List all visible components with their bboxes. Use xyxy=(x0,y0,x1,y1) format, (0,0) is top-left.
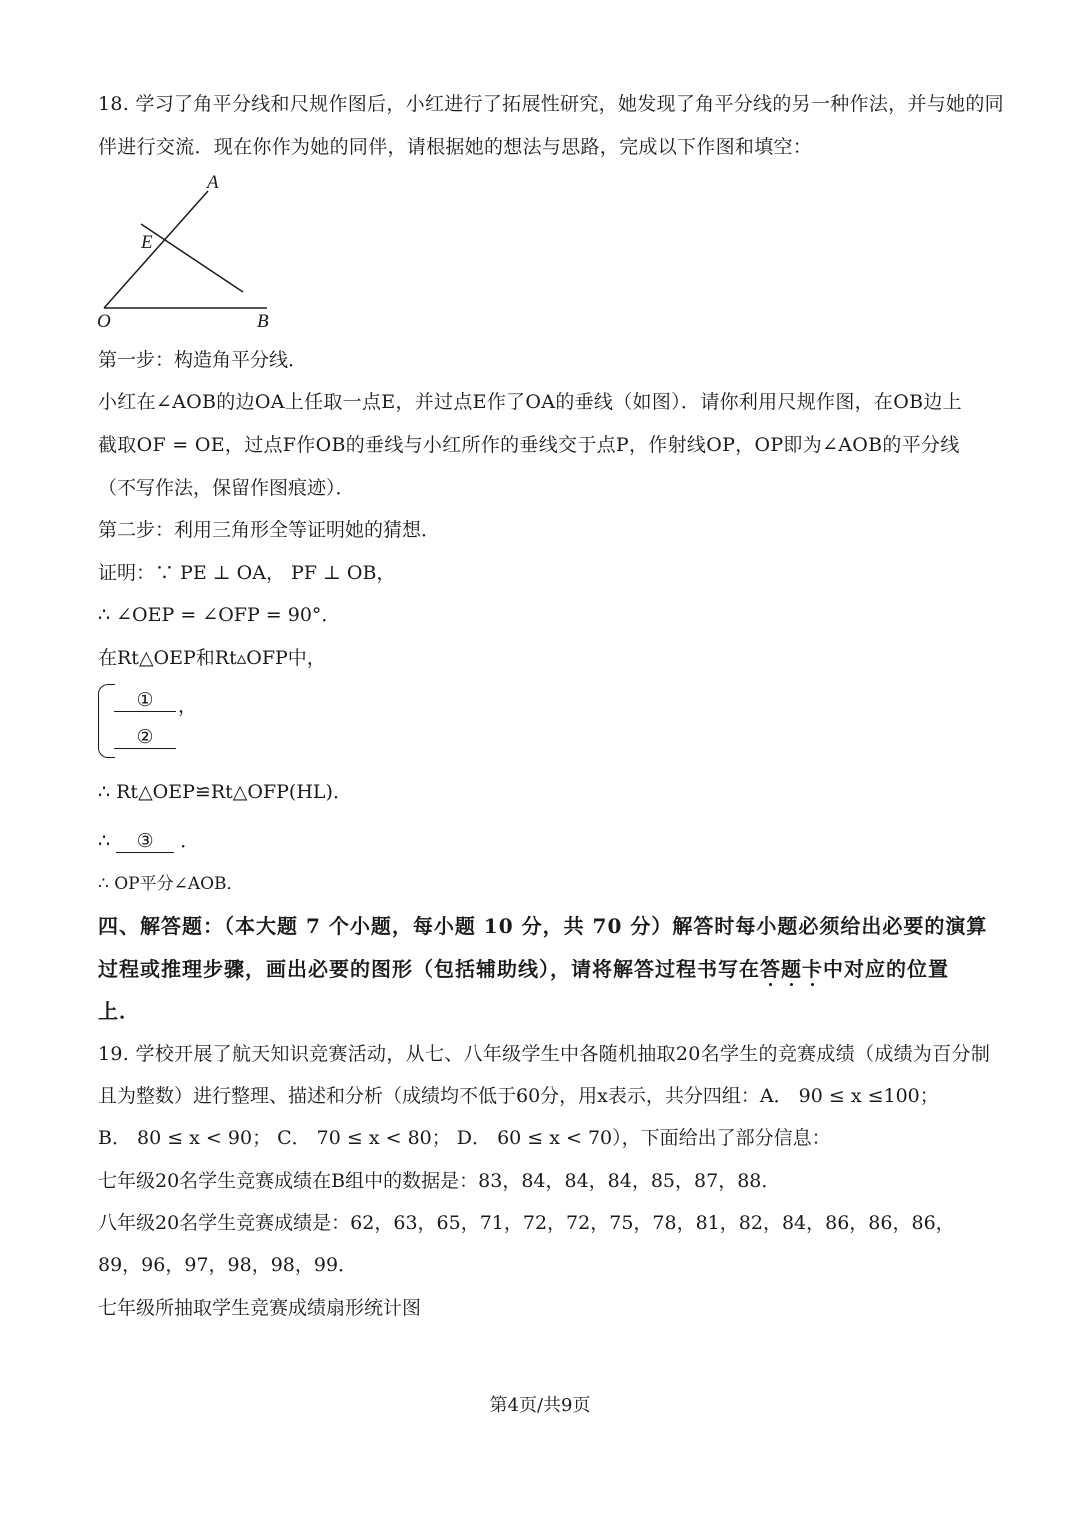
page-footer: 第4页/共9页 xyxy=(489,1395,591,1416)
section4-header-line-3: 上． xyxy=(98,999,140,1023)
label-a: A xyxy=(207,172,219,193)
label-b: B xyxy=(257,311,269,332)
proof-blank-2 xyxy=(114,723,176,751)
section4-header-line-2 xyxy=(98,955,949,983)
proof-line-5 xyxy=(98,827,199,855)
q19-line-4: 七年级20名学生竞赛成绩在B组中的数据是：83，84，84，84，85，87，88． xyxy=(98,1170,781,1192)
emphasis-char-3: 卡 xyxy=(802,957,823,981)
blank-3[interactable]: ③ xyxy=(116,830,174,853)
emphasis-char-2: 题 xyxy=(781,957,802,981)
q19-line-2: 且为整数）进行整理、描述和分析（成绩均不低于60分，用x表示，共分四组：A． 90 ≤ x ≤100； xyxy=(98,1085,939,1107)
label-e: E xyxy=(141,232,153,253)
therefore-symbol: ∴ xyxy=(98,830,111,852)
q18-intro-line-1: 18. 学习了角平分线和尺规作图后，小红进行了拓展性研究，她发现了角平分线的另一种作法，并与她的同 xyxy=(98,93,1004,115)
proof-blank-1 xyxy=(114,686,176,714)
emphasis-char-1: 答 xyxy=(760,957,781,981)
blank-2[interactable]: ② xyxy=(114,726,176,749)
step1-title: 第一步：构造角平分线． xyxy=(98,349,308,371)
step1-line-1: 小红在∠AOB的边OA上任取一点E，并过点E作了OA的垂线（如图）．请你利用尺规作图，在OB边上 xyxy=(98,391,962,413)
proof-line-6: ∴ OP平分∠AOB． xyxy=(98,874,244,894)
blank-1[interactable]: ① xyxy=(114,689,176,712)
q19-line-5: 八年级20名学生竞赛成绩是：62，63，65，71，72，72，75，78，81，82，84，86，86，86， xyxy=(98,1212,955,1234)
q18-intro-line-2: 伴进行交流．现在你作为她的同伴，请根据她的想法与思路，完成以下作图和填空： xyxy=(98,136,813,158)
q19-line-1: 19. 学校开展了航天知识竞赛活动，从七、八年级学生中各随机抽取20名学生的竞赛成绩（成绩为百分制 xyxy=(98,1043,991,1065)
label-o: O xyxy=(97,311,111,332)
section4-text-a: 过程或推理步骤，画出必要的图形（包括辅助线），请将解答过程书写在 xyxy=(98,957,760,981)
section4-text-b: 中对应的位置 xyxy=(823,957,949,981)
perpendicular-at-e xyxy=(141,224,243,292)
proof-line-3: 在Rt△OEP和Rt▵OFP中， xyxy=(98,647,326,669)
proof-comma: ， xyxy=(178,695,198,717)
system-brace xyxy=(98,684,115,758)
proof-line-1: 证明：∵ PE ⊥ OA， PF ⊥ OB， xyxy=(98,562,396,584)
section4-header-line-1: 四、解答题：（本大题 7 个小题，每小题 10 分，共 70 分）解答时每小题必须给出必要的演算 xyxy=(98,914,988,938)
q19-line-3: B． 80 ≤ x < 90； C． 70 ≤ x < 80； D． 60 ≤ x < 70），下面给出了部分信息： xyxy=(98,1127,831,1149)
angle-figure xyxy=(95,168,285,338)
q19-line-6: 89，96，97，98，98，99． xyxy=(98,1254,358,1276)
step2-title: 第二步：利用三角形全等证明她的猜想． xyxy=(98,519,441,541)
proof-line-5-suffix: ． xyxy=(180,830,200,852)
q19-line-7: 七年级所抽取学生竞赛成绩扇形统计图 xyxy=(98,1297,422,1319)
step1-line-2: 截取OF = OE，过点F作OB的垂线与小红所作的垂线交于点P，作射线OP，OP即为∠AOB的平分线 xyxy=(98,434,960,456)
step1-line-3: （不写作法，保留作图痕迹）． xyxy=(98,477,355,499)
proof-line-2: ∴ ∠OEP = ∠OFP = 90°． xyxy=(98,604,341,626)
proof-line-4: ∴ Rt△OEP≌Rt△OFP(HL)． xyxy=(98,781,352,803)
ray-oa xyxy=(104,191,208,308)
